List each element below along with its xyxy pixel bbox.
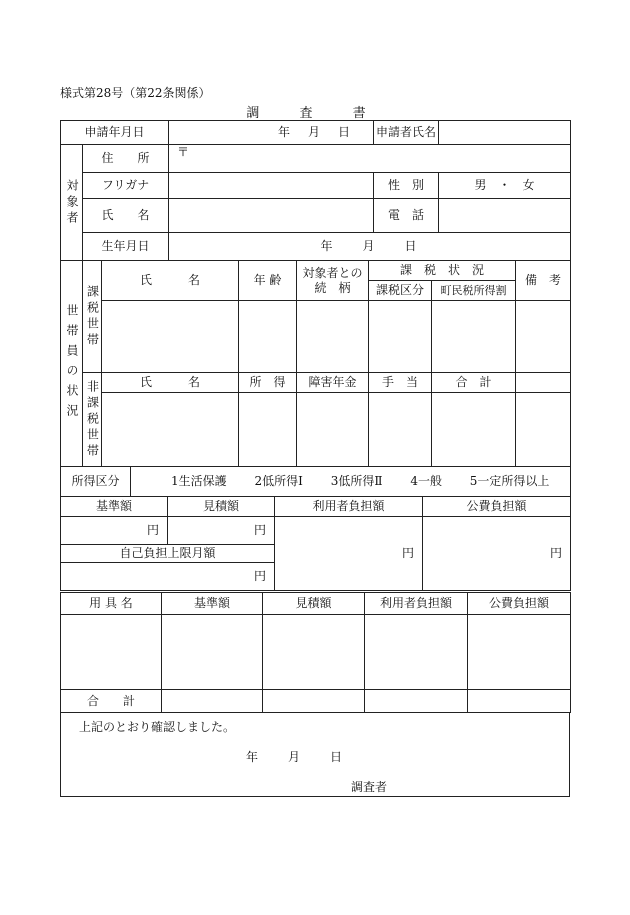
address-label: 住 所 xyxy=(83,145,169,173)
income-option-5[interactable]: 5一定所得以上 xyxy=(469,474,550,488)
taxed-remarks-cell[interactable] xyxy=(516,301,571,373)
equipment-public-header: 公費負担額 xyxy=(468,593,571,615)
municipal-tax-header: 町民税所得割 xyxy=(432,281,516,301)
nontaxed-blank-cell[interactable] xyxy=(516,393,571,467)
allowance-header: 手 当 xyxy=(369,373,432,393)
relation-header xyxy=(297,261,369,301)
application-date-field[interactable]: 年 月 日 xyxy=(169,121,374,145)
public-burden-field[interactable]: 円 xyxy=(423,517,571,591)
equipment-estimate-header: 見積額 xyxy=(263,593,365,615)
equipment-total-user[interactable] xyxy=(365,690,468,713)
equipment-total-base[interactable] xyxy=(162,690,263,713)
postal-mark-icon: 〒 xyxy=(177,145,190,159)
nontaxed-name-cell[interactable] xyxy=(102,393,239,467)
equipment-base-header: 基準額 xyxy=(162,593,263,615)
income-category-label: 所得区分 xyxy=(61,467,131,497)
address-field[interactable] xyxy=(169,145,571,173)
gender-field[interactable]: 男 ・ 女 xyxy=(439,173,571,199)
self-limit-field[interactable]: 円 xyxy=(61,563,275,591)
disability-pension-header: 障害年金 xyxy=(297,373,369,393)
application-date-label: 申請年月日 xyxy=(61,121,169,145)
nontaxed-disability-cell[interactable] xyxy=(297,393,369,467)
nontaxed-income-cell[interactable] xyxy=(239,393,297,467)
name-label: 氏 名 xyxy=(83,199,169,233)
name-field[interactable] xyxy=(169,199,374,233)
gender-label: 性 別 xyxy=(374,173,439,199)
equipment-total-estimate[interactable] xyxy=(263,690,365,713)
equipment-user-header: 利用者負担額 xyxy=(365,593,468,615)
equipment-user-cell[interactable] xyxy=(365,615,468,690)
equipment-name-header: 用 具 名 xyxy=(61,593,162,615)
taxed-household-label: 課税世帯 xyxy=(83,261,102,373)
furigana-label: フリガナ xyxy=(83,173,169,199)
income-option-4[interactable]: 4一般 xyxy=(410,474,442,488)
birth-date-field[interactable]: 年 月 日 xyxy=(169,233,571,261)
income-option-3[interactable]: 3低所得Ⅱ xyxy=(330,474,383,488)
nontaxed-household-label: 非課税世帯 xyxy=(83,373,102,467)
age-header: 年 齢 xyxy=(239,261,297,301)
equipment-estimate-cell[interactable] xyxy=(263,615,365,690)
nontaxed-blank-header xyxy=(516,373,571,393)
income-option-2[interactable]: 2低所得Ⅰ xyxy=(254,474,303,488)
equipment-table xyxy=(60,592,571,713)
equipment-public-cell[interactable] xyxy=(468,615,571,690)
confirmation-text: 上記のとおり確認しました。 xyxy=(79,720,236,734)
income-category-options xyxy=(131,467,571,497)
base-amount-label: 基準額 xyxy=(61,497,168,517)
nontaxed-name-header: 氏 名 xyxy=(102,373,239,393)
taxed-relation-cell[interactable] xyxy=(297,301,369,373)
phone-field[interactable] xyxy=(439,199,571,233)
remarks-header: 備 考 xyxy=(516,261,571,301)
user-burden-label: 利用者負担額 xyxy=(275,497,423,517)
income-header: 所 得 xyxy=(239,373,297,393)
equipment-base-cell[interactable] xyxy=(162,615,263,690)
taxed-age-cell[interactable] xyxy=(239,301,297,373)
nontaxed-total-cell[interactable] xyxy=(432,393,516,467)
equipment-total-public[interactable] xyxy=(468,690,571,713)
taxed-municipal-tax-cell[interactable] xyxy=(432,301,516,373)
total-header: 合 計 xyxy=(432,373,516,393)
base-amount-field[interactable]: 円 xyxy=(61,517,168,545)
tax-status-header: 課 税 状 況 xyxy=(369,261,516,281)
page-title: 調 査 書 xyxy=(246,106,384,121)
taxed-category-cell[interactable] xyxy=(369,301,432,373)
subject-side-label: 対象者 xyxy=(61,145,83,261)
income-category-table xyxy=(60,466,571,497)
taxed-name-header: 氏 名 xyxy=(102,261,239,301)
public-burden-label: 公費負担額 xyxy=(423,497,571,517)
applicant-name-label: 申請者氏名 xyxy=(374,121,439,145)
confirmation-date[interactable]: 年 月 日 xyxy=(246,750,345,764)
furigana-field[interactable] xyxy=(169,173,374,199)
self-limit-label: 自己負担上限月額 xyxy=(61,545,275,563)
form-number: 様式第28号（第22条関係） xyxy=(60,86,211,100)
equipment-name-cell[interactable] xyxy=(61,615,162,690)
confirmation-box xyxy=(60,712,570,797)
amounts-table xyxy=(60,496,571,591)
household-table xyxy=(60,260,571,467)
estimate-amount-field[interactable]: 円 xyxy=(168,517,275,545)
investigator-label: 調査者 xyxy=(351,780,388,794)
phone-label: 電 話 xyxy=(374,199,439,233)
nontaxed-allowance-cell[interactable] xyxy=(369,393,432,467)
equipment-total-label: 合 計 xyxy=(61,690,162,713)
taxed-name-cell[interactable] xyxy=(102,301,239,373)
user-burden-field[interactable]: 円 xyxy=(275,517,423,591)
relation-header-line2: 続 柄 xyxy=(314,280,351,295)
estimate-amount-label: 見積額 xyxy=(168,497,275,517)
household-side-label: 世帯員の状況 xyxy=(61,261,83,467)
relation-header-line1: 対象者との xyxy=(302,265,363,280)
subject-table xyxy=(60,120,571,261)
applicant-name-field[interactable] xyxy=(439,121,571,145)
income-option-1[interactable]: 1生活保護 xyxy=(171,474,227,488)
birth-date-label: 生年月日 xyxy=(83,233,169,261)
tax-category-header: 課税区分 xyxy=(369,281,432,301)
